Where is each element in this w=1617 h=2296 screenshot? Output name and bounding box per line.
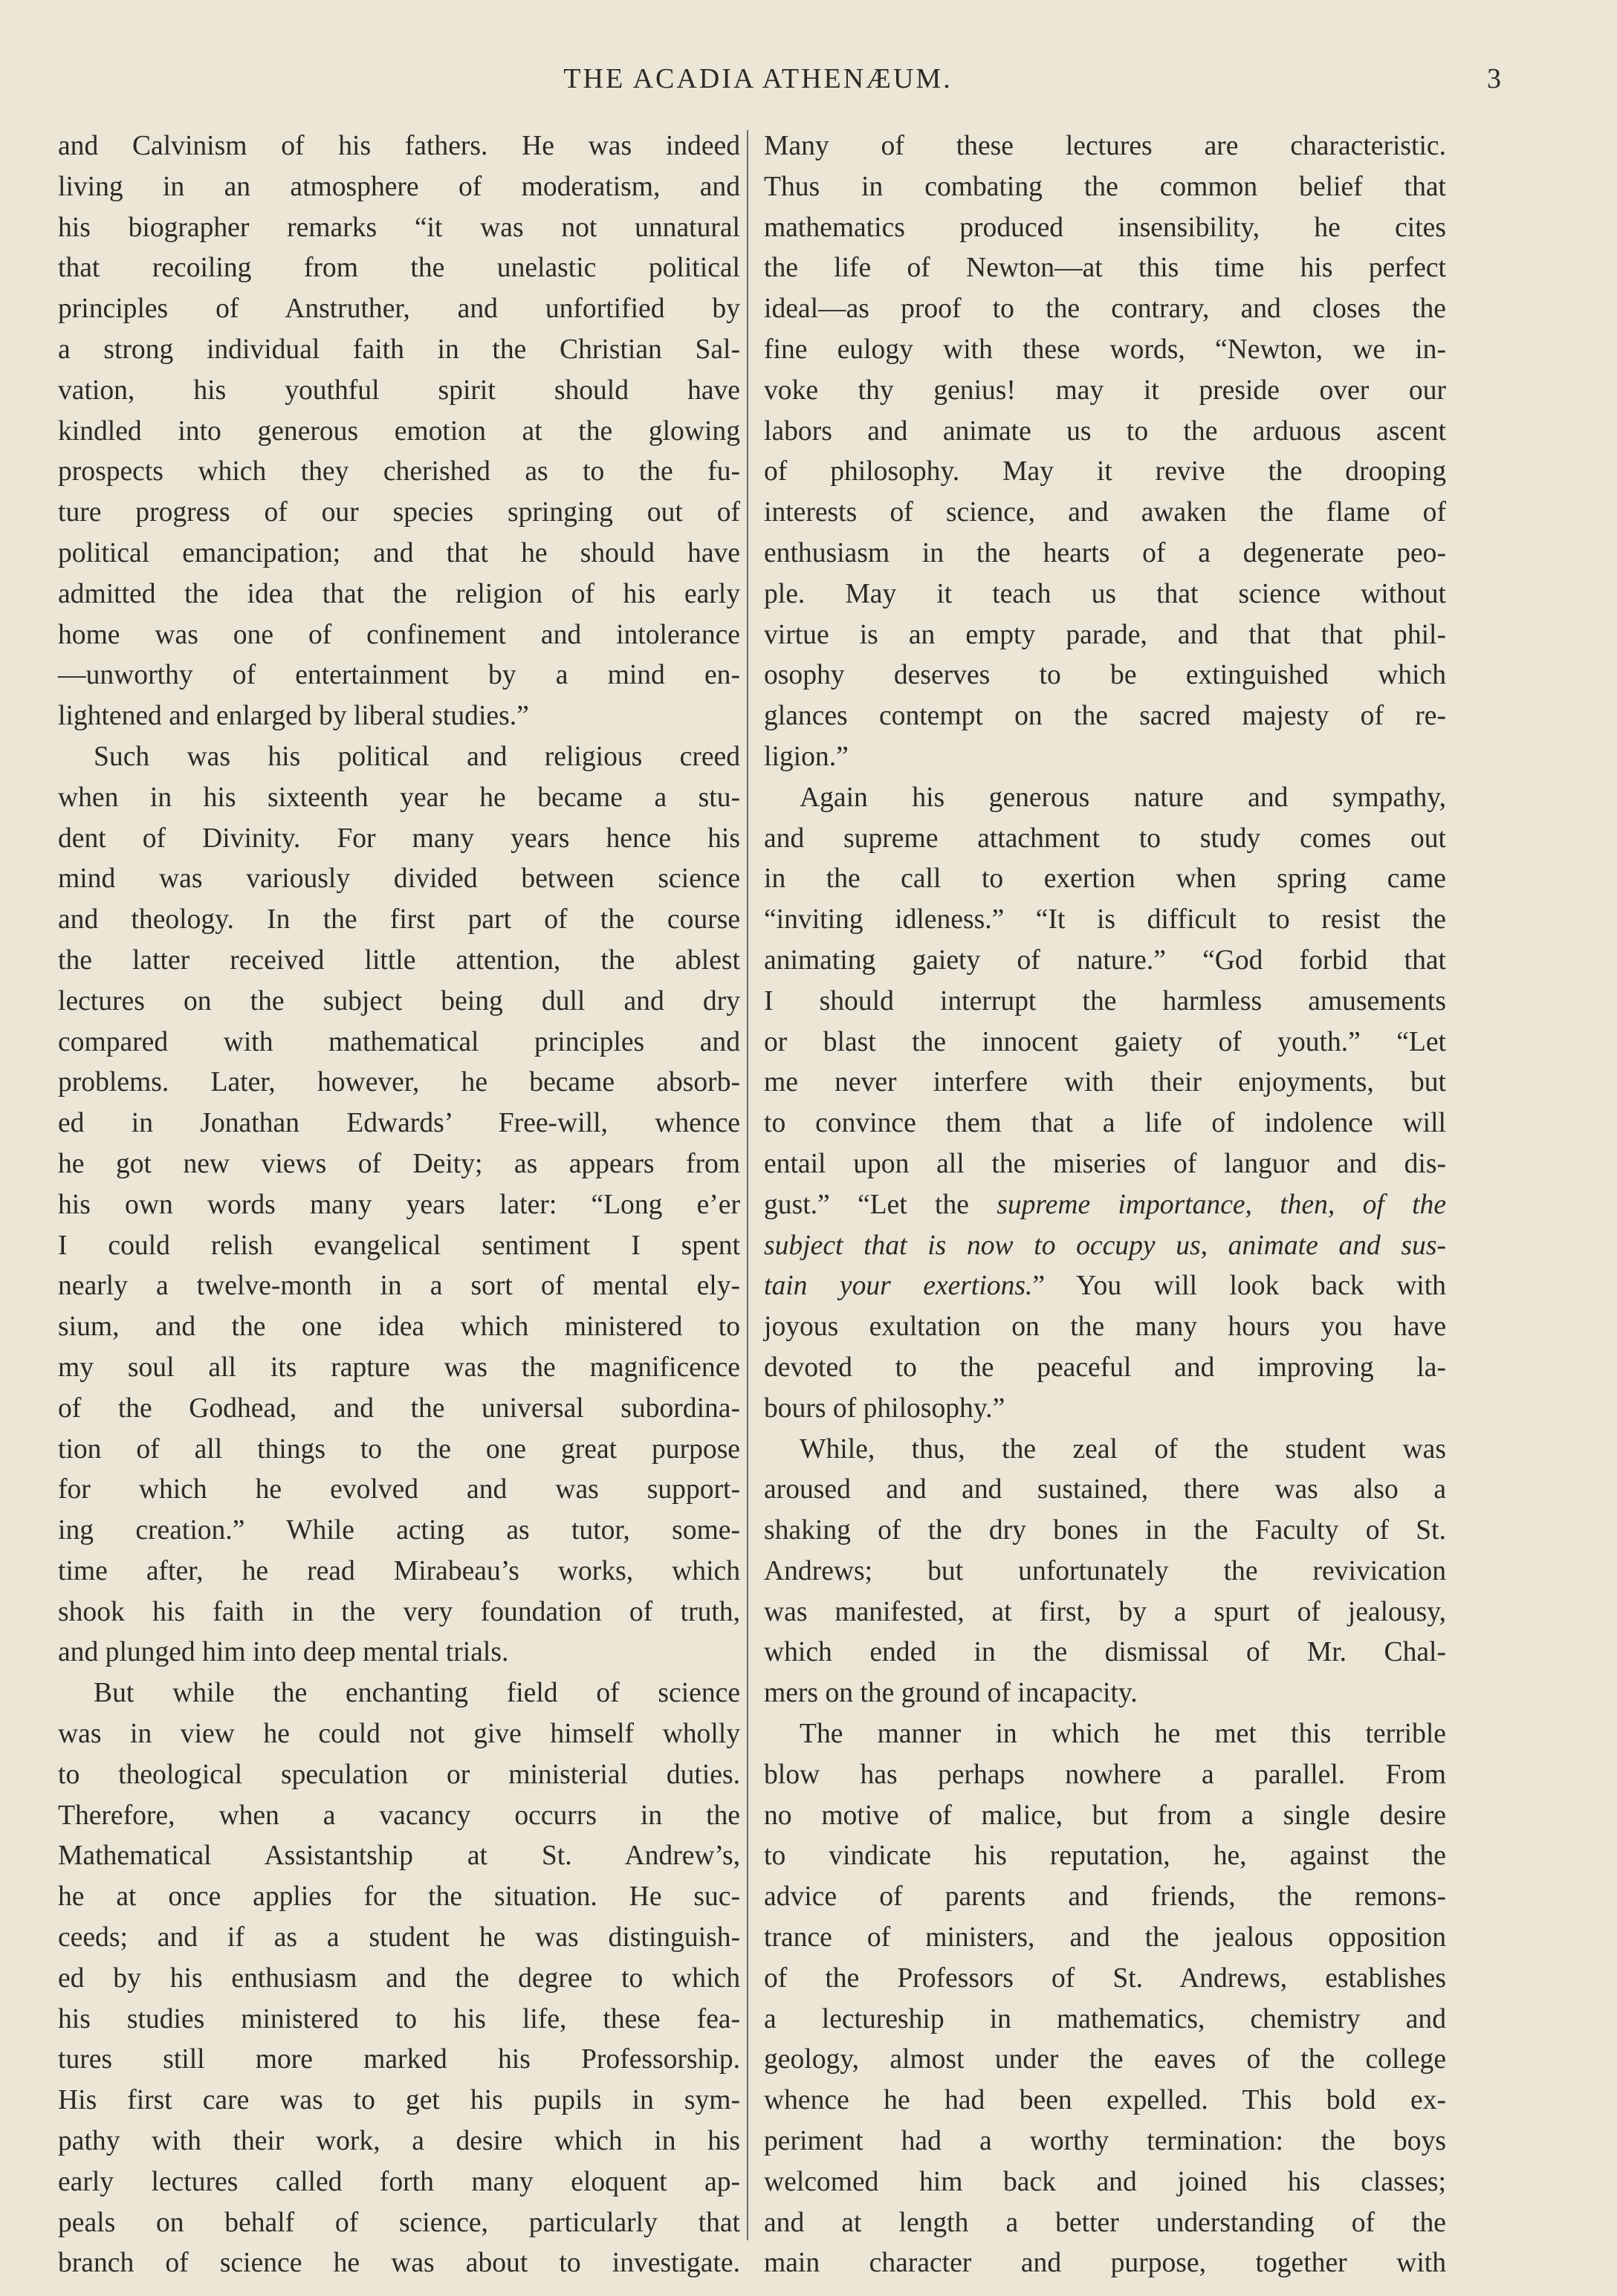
text-line — [58, 1592, 740, 1633]
line-text: While, thus, the zeal of the student was — [800, 1433, 1446, 1465]
line-text: of philosophy. May it revive the drooping — [764, 456, 1446, 487]
line-text: bours of philosophy.” — [764, 1392, 1005, 1424]
line-text: ple. May it teach us that science without — [764, 578, 1446, 609]
line-text: no motive of malice, but from a single desire — [764, 1800, 1446, 1831]
line-text: his studies ministered to his life, these fea- — [58, 2003, 740, 2034]
line-text: admitted the idea that the religion of his early — [58, 578, 740, 609]
text-line — [58, 2162, 740, 2203]
text-line — [58, 778, 740, 819]
line-text: welcomed him back and joined his classes; — [764, 2166, 1446, 2197]
text-line — [764, 1877, 1446, 1918]
text-line — [58, 126, 740, 167]
text-line — [764, 1632, 1446, 1673]
page-number: 3 — [1487, 63, 1501, 94]
line-text: was in view he could not give himself wholly — [58, 1719, 740, 1750]
text-line — [764, 1592, 1446, 1633]
journal-title: THE ACADIA ATHENÆUM. — [563, 63, 953, 94]
line-text: and theology. In the first part of the course — [58, 904, 740, 935]
line-text: interests of science, and awaken the flame of — [764, 497, 1446, 528]
text-line — [58, 1389, 740, 1430]
line-text: to theological speculation or ministerial duties. — [58, 1759, 740, 1790]
italic-text: subject that is now to occupy us, animate and sus- — [764, 1230, 1446, 1261]
text-line — [764, 1389, 1446, 1430]
text-line — [764, 778, 1446, 819]
line-text: that recoiling from the unelastic political — [58, 253, 740, 284]
line-text: kindled into generous emotion at the glowing — [58, 415, 740, 447]
line-text: lightened and enlarged by liberal studies.” — [58, 701, 529, 732]
text-line — [58, 208, 740, 249]
line-text: problems. Later, however, he became absorb- — [58, 1067, 740, 1098]
line-text: Many of these lectures are characteristic. — [764, 131, 1446, 161]
line-text: Mathematical Assistantship at St. Andrew’s, — [58, 1841, 740, 1872]
line-text: mathematics produced insensibility, he cites — [764, 212, 1446, 243]
text-line — [58, 1714, 740, 1755]
line-text: mind was variously divided between science — [58, 863, 740, 895]
line-text: and Calvinism of his fathers. He was indeed — [58, 131, 740, 161]
line-text: Again his generous nature and sympathy, — [800, 782, 1446, 813]
text-line — [764, 493, 1446, 534]
text-line — [58, 655, 740, 696]
line-text: and plunged him into deep mental trials. — [58, 1637, 509, 1668]
line-text: was manifested, at first, by a spurt of jealousy, — [764, 1596, 1446, 1627]
text-line — [58, 534, 740, 574]
line-text: branch of science he was about to investigate. — [58, 2248, 740, 2279]
line-text: of the Professors of St. Andrews, establishes — [764, 1962, 1446, 1994]
line-text: which ended in the dismissal of Mr. Chal- — [764, 1637, 1446, 1668]
line-text: to convince them that a life of indolence will — [764, 1108, 1446, 1139]
text-line — [58, 1551, 740, 1592]
text-line — [58, 248, 740, 289]
text-line — [764, 1470, 1446, 1511]
text-line — [764, 1144, 1446, 1185]
text-line — [58, 982, 740, 1022]
line-text: home was one of confinement and intolerance — [58, 619, 740, 650]
text-line — [764, 574, 1446, 615]
line-text: ed by his enthusiasm and the degree to which — [58, 1962, 740, 1994]
line-text: peals on behalf of science, particularly that — [58, 2207, 740, 2238]
line-text: I could relish evangelical sentiment I spent — [58, 1230, 740, 1261]
text-line — [58, 371, 740, 412]
line-text: vation, his youthful spirit should have — [58, 374, 740, 406]
line-text: ed in Jonathan Edwards’ Free-will, whence — [58, 1108, 740, 1139]
text-line — [764, 2243, 1446, 2284]
text-line — [58, 696, 740, 737]
text-line — [764, 1185, 1446, 1226]
line-text: gust.” “Let the — [764, 1189, 997, 1220]
text-line — [58, 1307, 740, 1348]
line-text: and at length a better understanding of the — [764, 2207, 1446, 2238]
text-line — [764, 1226, 1446, 1267]
line-text: living in an atmosphere of moderatism, and — [58, 171, 740, 202]
text-line — [58, 1918, 740, 1959]
right-column — [764, 126, 1446, 2284]
text-line — [764, 1511, 1446, 1551]
text-line — [764, 1836, 1446, 1877]
text-line — [58, 2000, 740, 2040]
text-line — [58, 1836, 740, 1877]
text-line — [58, 1877, 740, 1918]
line-text: the life of Newton—at this time his perfect — [764, 253, 1446, 284]
text-line — [58, 1063, 740, 1103]
line-text: entail upon all the miseries of languor and dis- — [764, 1148, 1446, 1179]
line-text: ” You will look back with — [1032, 1271, 1446, 1302]
line-text: shaking of the dry bones in the Faculty of St. — [764, 1515, 1446, 1546]
text-line — [764, 2040, 1446, 2081]
line-text: devoted to the peaceful and improving la- — [764, 1352, 1446, 1383]
line-text: or blast the innocent gaiety of youth.” “Let — [764, 1026, 1446, 1057]
text-line — [58, 2081, 740, 2121]
line-text: ligion.” — [764, 741, 849, 772]
line-text: shook his faith in the very foundation of truth, — [58, 1596, 740, 1627]
line-text: ing creation.” While acting as tutor, some- — [58, 1515, 740, 1546]
line-text: prospects which they cherished as to the fu- — [58, 456, 740, 487]
text-line — [764, 208, 1446, 249]
line-text: ceeds; and if as a student he was distinguish- — [58, 1922, 740, 1953]
text-line — [58, 941, 740, 982]
line-text: Therefore, when a vacancy occurrs in the — [58, 1800, 740, 1831]
text-line — [764, 1673, 1446, 1714]
text-line — [58, 1959, 740, 2000]
italic-text: supreme importance, then, of the — [997, 1189, 1446, 1220]
text-line — [764, 2203, 1446, 2244]
text-line — [58, 1511, 740, 1551]
text-line — [58, 615, 740, 656]
line-text: pathy with their work, a desire which in his — [58, 2126, 740, 2157]
line-text: periment had a worthy termination: the boys — [764, 2126, 1446, 2157]
text-line — [764, 1266, 1446, 1307]
line-text: time after, he read Mirabeau’s works, which — [58, 1555, 740, 1586]
line-text: Thus in combating the common belief that — [764, 171, 1446, 202]
text-line — [58, 1266, 740, 1307]
text-line — [764, 859, 1446, 900]
line-text: advice of parents and friends, the remons- — [764, 1881, 1446, 1913]
line-text: ideal—as proof to the contrary, and closes the — [764, 294, 1446, 325]
line-text: blow has perhaps nowhere a parallel. From — [764, 1759, 1446, 1790]
text-line — [58, 330, 740, 371]
left-column — [58, 126, 740, 2284]
text-line — [58, 819, 740, 860]
text-line — [764, 737, 1446, 778]
text-line — [58, 2243, 740, 2284]
line-text: the latter received little attention, the ablest — [58, 944, 740, 976]
line-text: a lectureship in mathematics, chemistry and — [764, 2003, 1446, 2034]
line-text: tures still more marked his Professorship. — [58, 2044, 740, 2075]
line-text: he at once applies for the situation. He suc- — [58, 1881, 740, 1913]
text-line — [764, 1796, 1446, 1837]
line-text: Andrews; but unfortunately the revivication — [764, 1555, 1446, 1586]
line-text: a strong individual faith in the Christian Sal- — [58, 334, 740, 365]
text-line — [58, 289, 740, 330]
line-text: mers on the ground of incapacity. — [764, 1678, 1138, 1709]
line-text: dent of Divinity. For many years hence his — [58, 823, 740, 854]
running-header — [52, 62, 1501, 107]
text-line — [764, 615, 1446, 656]
line-text: principles of Anstruther, and unfortified by — [58, 294, 740, 325]
line-text: ture progress of our species springing out of — [58, 497, 740, 528]
line-text: aroused and and sustained, there was also a — [764, 1474, 1446, 1505]
text-line — [764, 982, 1446, 1022]
text-line — [764, 248, 1446, 289]
text-line — [764, 1959, 1446, 2000]
line-text: Such was his political and religious creed — [94, 741, 740, 772]
text-line — [58, 2203, 740, 2244]
line-text: my soul all its rapture was the magnificence — [58, 1352, 740, 1383]
text-line — [764, 1348, 1446, 1389]
text-line — [764, 330, 1446, 371]
text-line — [764, 1103, 1446, 1144]
text-line — [58, 493, 740, 534]
text-line — [764, 819, 1446, 860]
line-text: —unworthy of entertainment by a mind en- — [58, 660, 740, 691]
text-line — [58, 1348, 740, 1389]
text-line — [764, 2121, 1446, 2162]
text-line — [58, 1470, 740, 1511]
line-text: his biographer remarks “it was not unnatural — [58, 212, 740, 243]
line-text: whence he had been expelled. This bold ex- — [764, 2085, 1446, 2116]
line-text: trance of ministers, and the jealous opposition — [764, 1922, 1446, 1953]
text-line — [764, 1430, 1446, 1470]
line-text: His first care was to get his pupils in sym- — [58, 2085, 740, 2116]
line-text: geology, almost under the eaves of the college — [764, 2044, 1446, 2075]
text-line — [764, 1022, 1446, 1063]
line-text: for which he evolved and was support- — [58, 1474, 740, 1505]
line-text: virtue is an empty parade, and that that phil- — [764, 619, 1446, 650]
text-line — [764, 2081, 1446, 2121]
line-text: sium, and the one idea which ministered to — [58, 1311, 740, 1343]
text-line — [58, 900, 740, 941]
text-line — [58, 452, 740, 493]
line-text: lectures on the subject being dull and dry — [58, 985, 740, 1016]
text-line — [764, 2000, 1446, 2040]
line-text: early lectures called forth many eloquent ap- — [58, 2166, 740, 2197]
text-line — [58, 1755, 740, 1796]
text-line — [58, 1796, 740, 1837]
text-line — [58, 167, 740, 208]
text-line — [58, 1673, 740, 1714]
line-text: “inviting idleness.” “It is difficult to resist the — [764, 904, 1446, 935]
line-text: joyous exultation on the many hours you have — [764, 1311, 1446, 1343]
line-text: tion of all things to the one great purpose — [58, 1433, 740, 1465]
text-line — [58, 1022, 740, 1063]
text-line — [58, 412, 740, 453]
text-line — [58, 574, 740, 615]
italic-text: tain your exertions. — [764, 1271, 1033, 1302]
line-text: he got new views of Deity; as appears from — [58, 1148, 740, 1179]
text-line — [58, 1430, 740, 1470]
line-text: The manner in which he met this terrible — [800, 1719, 1446, 1750]
text-line — [764, 655, 1446, 696]
line-text: osophy deserves to be extinguished which — [764, 660, 1446, 691]
line-text: animating gaiety of nature.” “God forbid that — [764, 944, 1446, 976]
line-text: But while the enchanting field of science — [94, 1678, 740, 1709]
line-text: of the Godhead, and the universal subordina- — [58, 1392, 740, 1424]
line-text: voke thy genius! may it preside over our — [764, 374, 1446, 406]
text-line — [764, 534, 1446, 574]
text-line — [58, 2121, 740, 2162]
line-text: to vindicate his reputation, he, against the — [764, 1841, 1446, 1872]
text-line — [764, 1307, 1446, 1348]
line-text: in the call to exertion when spring came — [764, 863, 1446, 895]
line-text: main character and purpose, together with — [764, 2248, 1446, 2279]
text-line — [58, 1103, 740, 1144]
line-text: me never interfere with their enjoyments, but — [764, 1067, 1446, 1098]
text-line — [764, 1918, 1446, 1959]
text-line — [58, 1632, 740, 1673]
line-text: labors and animate us to the arduous ascent — [764, 415, 1446, 447]
text-line — [764, 412, 1446, 453]
line-text: fine eulogy with these words, “Newton, we in- — [764, 334, 1446, 365]
text-line — [764, 2162, 1446, 2203]
line-text: his own words many years later: “Long e’er — [58, 1189, 740, 1220]
column-divider — [747, 130, 748, 2240]
text-line — [764, 289, 1446, 330]
line-text: and supreme attachment to study comes out — [764, 823, 1446, 854]
line-text: I should interrupt the harmless amusements — [764, 985, 1446, 1016]
text-line — [764, 696, 1446, 737]
text-line — [58, 1185, 740, 1226]
line-text: glances contempt on the sacred majesty of re- — [764, 701, 1446, 732]
text-line — [764, 1755, 1446, 1796]
text-line — [764, 126, 1446, 167]
text-line — [764, 1714, 1446, 1755]
text-line — [764, 167, 1446, 208]
line-text: compared with mathematical principles and — [58, 1026, 740, 1057]
text-line — [764, 452, 1446, 493]
text-line — [764, 371, 1446, 412]
text-line — [764, 900, 1446, 941]
text-line — [58, 737, 740, 778]
text-line — [764, 1551, 1446, 1592]
line-text: enthusiasm in the hearts of a degenerate peo- — [764, 537, 1446, 568]
text-line — [764, 1063, 1446, 1103]
line-text: nearly a twelve-month in a sort of mental ely- — [58, 1271, 740, 1302]
text-line — [58, 859, 740, 900]
text-line — [58, 2040, 740, 2081]
text-line — [764, 941, 1446, 982]
text-line — [58, 1144, 740, 1185]
line-text: when in his sixteenth year he became a stu- — [58, 782, 740, 813]
text-line — [58, 1226, 740, 1267]
line-text: political emancipation; and that he should have — [58, 537, 740, 568]
